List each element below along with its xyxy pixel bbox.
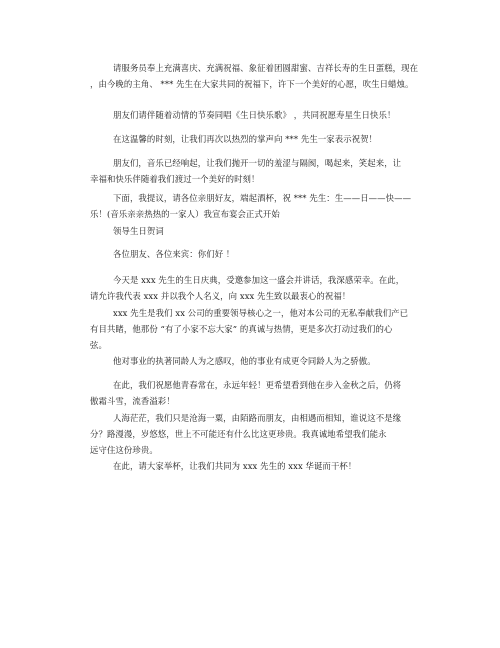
text-line: 各位朋友、各位来宾：你们好 ！: [113, 249, 235, 259]
text-line: 在此，请大家举杯，让我们共同为 xxx 先生的 xxx 华诞而干杯！: [113, 461, 357, 471]
text-line: 他对事业的执著同龄人为之感叹，他的事业有成更令同龄人为之骄傲。: [113, 356, 376, 366]
text-line: 在这温馨的时刻，让我们再次以热烈的掌声向 *** 先生一家表示祝贺！: [113, 134, 378, 144]
text-line: 人海茫茫，我们只是沧海一粟，由陌路而朋友，由相遇而相知，谁说这不是缘: [113, 413, 402, 423]
text-line: 有目共睹，他那份 “有了小家不忘大家” 的真诚与热情，更是多次打动过我们的心: [90, 324, 393, 334]
text-line: 今天是 xxx 先生的生日庆典，受邀参加这一盛会并讲话，我深感荣幸。在此，: [113, 275, 405, 285]
paragraph-sing: [90, 107, 420, 123]
paragraph-music: [90, 155, 420, 187]
paragraph-career: [90, 353, 420, 369]
section-heading: [90, 223, 420, 239]
text-line: 分？路漫漫，岁悠悠，世上不可能还有什么比这更珍贵。我真诚地希望我们能永: [90, 429, 387, 439]
text-line: 请允许我代表 xxx 并以我个人名义，向 xxx 先生致以最衷心的祝福！: [90, 291, 351, 301]
paragraph-toast: [90, 190, 420, 222]
text-line: 幸福和快乐伴随着我们渡过一个美好的时刻！: [90, 174, 260, 184]
text-line: 下面，我提议，请各位亲朋好友，端起酒杯，祝 *** 先生：生——日——快——: [113, 193, 412, 203]
text-line: ，由今晚的主角、 *** 先生在大家共同的祝福下，许下一个美好的心愿，吹生日蜡烛。: [90, 79, 414, 89]
text-line: 远守住这份珍贵。: [90, 445, 158, 455]
text-line: 乐！(音乐亲亲热热的一家人）我宣布宴会正式开始: [90, 209, 280, 219]
text-line: 朋友们，音乐已经响起，让我们抛开一切的羞涩与隔阂，喝起来，笑起来，让: [113, 158, 402, 168]
text-line: 朋友们请伴随着动情的节奏同唱《生日快乐歌》 ，共同祝愿寿星生日快乐！: [113, 110, 396, 120]
paragraph-wishes: [90, 377, 420, 409]
text-line: xxx 先生是我们 xx 公司的重要领导核心之一，他对本公司的无私奉献我们产已: [113, 308, 409, 318]
paragraph-cheers: [90, 458, 420, 474]
paragraph-applause: [90, 131, 420, 147]
paragraph-greeting: [90, 246, 420, 262]
paragraph-cake: [90, 60, 420, 92]
text-line: 在此，我们祝愿他青春常在，永远年轻！更希望看到他在步入金秋之后，仍将: [113, 380, 402, 390]
paragraph-leader: [90, 305, 420, 353]
heading-line: 领导生日贺词: [113, 226, 164, 236]
text-line: 弦。: [90, 340, 107, 350]
text-line: 傲霜斗雪，流香溢彩！: [90, 396, 175, 406]
paragraph-celebration: [90, 272, 420, 304]
text-line: 请服务员奉上充满喜庆、充满祝福、象征着团圆甜蜜、吉祥长寿的生日蛋糕，现在: [113, 63, 419, 73]
paragraph-friendship: [90, 410, 420, 458]
